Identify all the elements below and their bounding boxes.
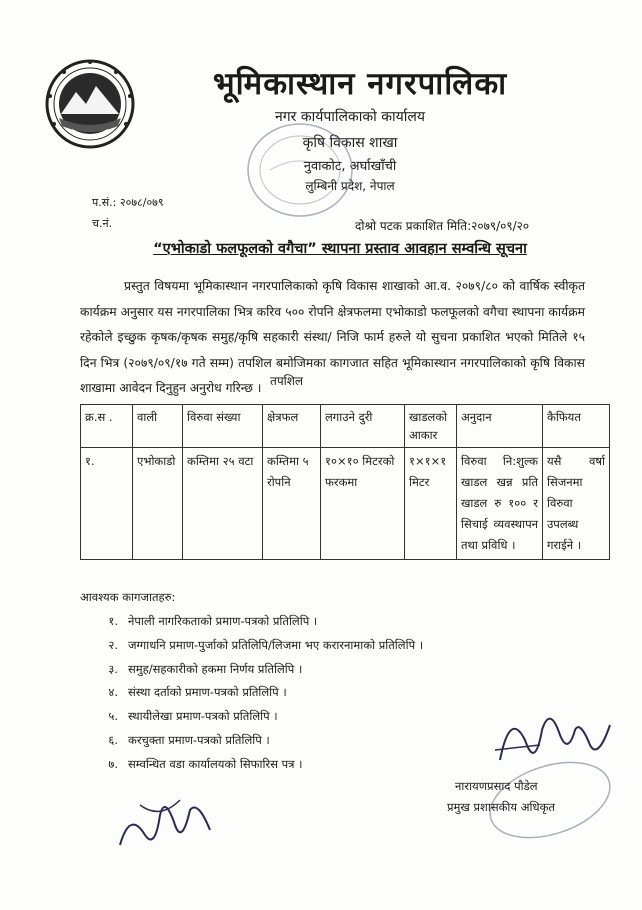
org-name: भूमिकास्थान नगरपालिका [212, 66, 508, 102]
office-name: नगर कार्यपालिकाको कार्यालय [275, 109, 425, 125]
column-header: लगाउने दुरी [321, 405, 405, 448]
list-item: २. जग्गाधनि प्रमाण-पुर्जाको प्रतिलिपि/लिजमा भए करारनामाको प्रतिलिपि । [108, 637, 424, 652]
table-cell: एभोकाडो [133, 448, 183, 560]
table-heading: तपशिल [270, 374, 304, 388]
column-header: क्षेत्रफल [263, 405, 321, 448]
publish-date: दोश्रो पटक प्रकाशित मिति:२०७९/०९/२० [355, 219, 530, 233]
details-table [80, 404, 610, 560]
table-cell: १. [81, 448, 133, 560]
list-item: ६. करचुक्ता प्रमाण-पत्रको प्रतिलिपि । [108, 732, 270, 747]
table-header-row [81, 405, 610, 448]
documents-list [60, 614, 423, 781]
office-stamp-round [470, 750, 620, 840]
documents-heading: आवश्यक कागजातहरु: [80, 590, 176, 604]
office-stamp [240, 112, 360, 222]
notice-body: प्रस्तुत विषयमा भूमिकास्थान नगरपालिकाको कृषि विकास शाखाको आ.व. २०७९/८० को वार्षिक स्वीकृत कार्यक्रम अनुसार यस नगरपालिका भित्र करिव ५०० रोपनि क्षेत्रफलमा एभोकाडो फलफूलको वगैचा स्थापना कार्यक्रम रहेकोले इच्छुक कृषक/कृषक समुह/कृषि सहकारी संस्था/ निजि फार्म हरुले यो सुचना प्रकाशित भएको मितिले १५ दिन भित्र (२०७९/०९/१७ गते सम्म) तपशिल बमोजिमका कागजात सहित भूमिकास्थान नगरपालिकाको कृषि विकास शाखामा आवेदन दिनुहुन अनुरोध गरिन्छ । [80, 279, 585, 395]
column-header: अनुदान [457, 405, 543, 448]
column-header: विरुवा संख्या [183, 405, 263, 448]
notice-title: “एभोकाडो फलफूलको वगैचा” स्थापना प्रस्ताव आवहान सम्वन्धि सूचना [153, 241, 527, 257]
table-cell: यसै वर्षा सिजनमा विरुवा उपलब्ध गराईने । [543, 448, 610, 560]
signatory-post: प्रमुख प्रशासकीय अधिकृत [447, 800, 555, 814]
table-cell: कम्तिमा ५ रोपनि [263, 448, 321, 560]
list-item: ७. सम्वन्धित वडा कार्यालयको सिफारिस पत्र । [108, 756, 303, 771]
section-name: कृषि विकास शाखा [302, 135, 398, 151]
list-item: ४. संस्था दर्ताको प्रमाण-पत्रको प्रतिलिपि । [108, 685, 287, 700]
municipality-emblem [44, 58, 136, 150]
reference-number: प.सं.: २०७८/०७९ [92, 196, 164, 209]
list-item: १. नेपाली नागरिकताको प्रमाण-पत्रको प्रतिलिपि । [108, 614, 318, 628]
signatory-name: नारायणप्रसाद पौडेल [455, 779, 538, 793]
table-cell: १×१×१ मिटर [405, 448, 457, 560]
list-item: ३. समुह/सहकारीको हकमा निर्णय प्रतिलिपि । [108, 661, 303, 676]
column-header: कैफियत [543, 405, 610, 448]
second-signature [110, 790, 220, 860]
table-cell: विरुवा नि:शुल्क खाडल खन्न प्रति खाडल रु १०० र सिचाई व्यवस्थापन तथा प्रविधि । [457, 448, 543, 560]
column-header: वाली [133, 405, 183, 448]
table-cell: १०×१० मिटरको फरकमा [321, 448, 405, 560]
table-cell: कम्तिमा २५ वटा [183, 448, 263, 560]
dispatch-number: च.नं. [92, 217, 113, 230]
list-item: ५. स्थायीलेखा प्रमाण-पत्रको प्रतिलिपि । [108, 709, 278, 724]
column-header: क्र.स . [81, 405, 133, 448]
address-line-2: लुम्बिनी प्रदेश, नेपाल [305, 179, 395, 193]
address-line-1: नुवाकोट, अर्घाखाँची [303, 159, 397, 174]
table-row [81, 448, 610, 560]
column-header: खाडलको आकार [405, 405, 457, 448]
